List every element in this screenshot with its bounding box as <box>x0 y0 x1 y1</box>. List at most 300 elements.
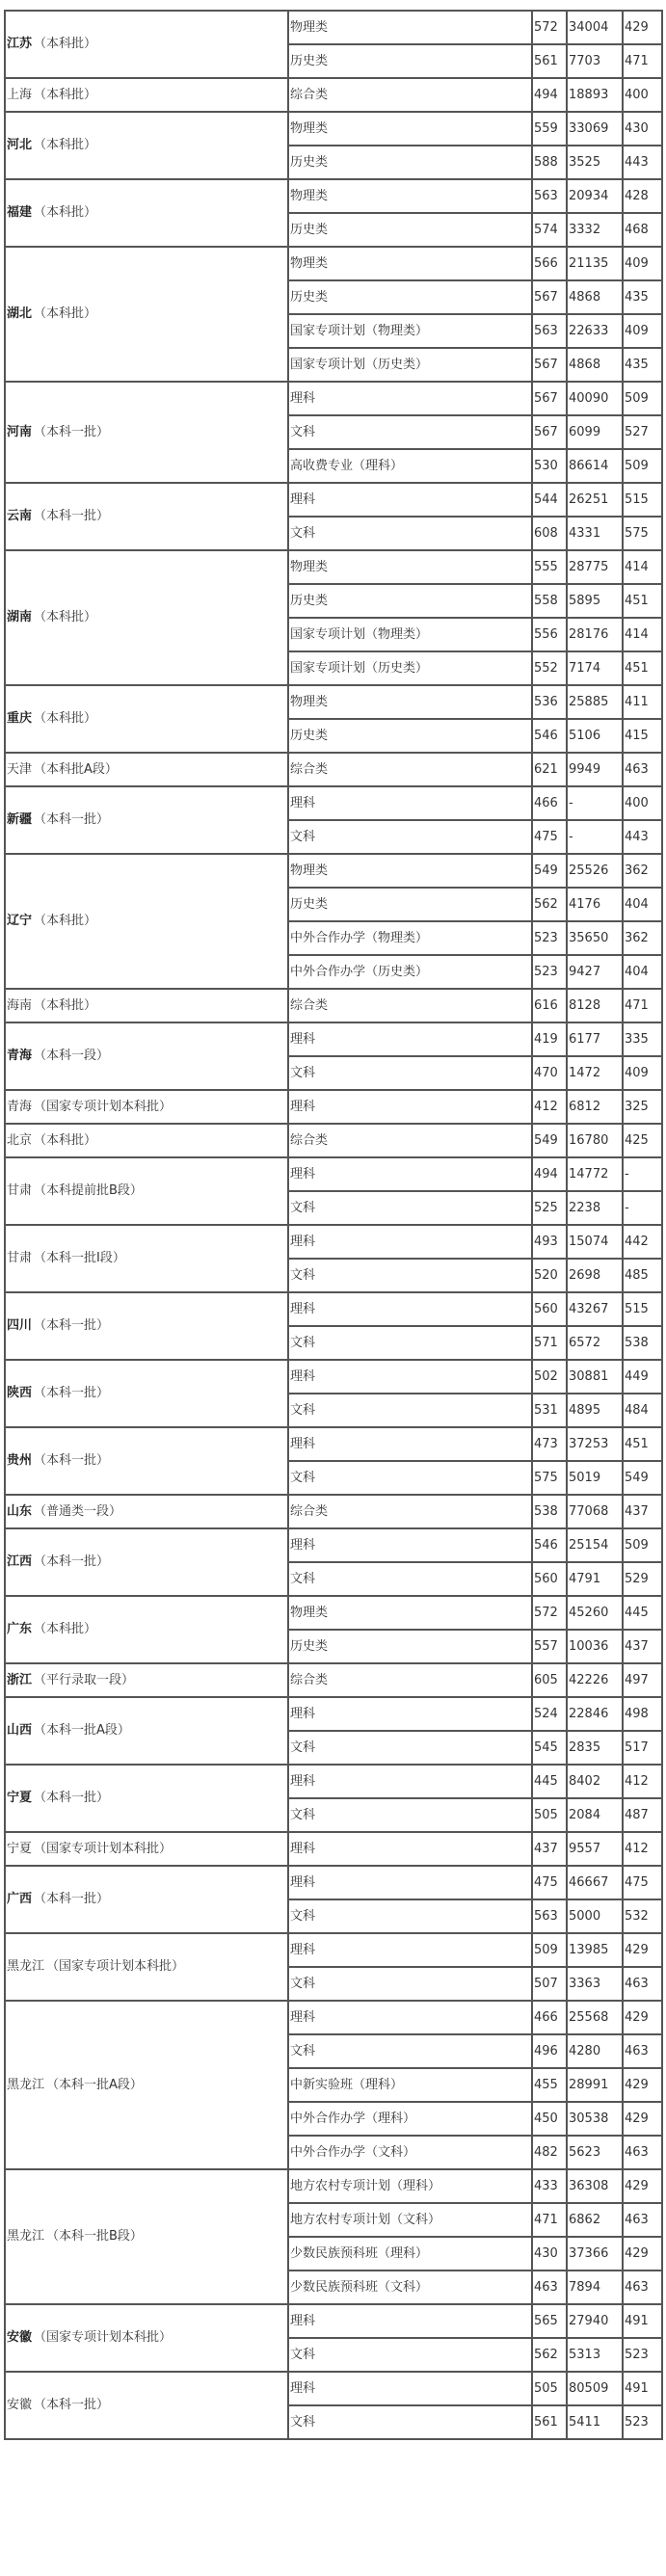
min-rank-cell: 2835 <box>567 1731 623 1765</box>
subject-type-cell: 历史类 <box>288 44 532 78</box>
admission-batch: （本科一批） <box>34 424 110 439</box>
batch-line-cell: 487 <box>623 1798 662 1832</box>
batch-line-cell: 429 <box>623 2169 662 2203</box>
min-rank-cell: 37366 <box>567 2237 623 2271</box>
min-score-cell: 523 <box>532 955 567 989</box>
batch-line-cell: 335 <box>623 1022 662 1056</box>
min-rank-cell: 6812 <box>567 1090 623 1124</box>
min-rank-cell: 6862 <box>567 2203 623 2237</box>
table-row <box>5 989 662 1022</box>
min-score-cell: 546 <box>532 719 567 753</box>
table-row <box>5 1697 662 1731</box>
batch-line-cell: 451 <box>623 1427 662 1461</box>
batch-line-cell: 484 <box>623 1394 662 1427</box>
min-score-cell: 608 <box>532 517 567 550</box>
subject-type-cell: 物理类 <box>288 11 532 44</box>
admission-batch: （本科一批） <box>34 509 110 523</box>
min-score-cell: 544 <box>532 483 567 517</box>
subject-type-cell: 高收费专业（理科） <box>288 449 532 483</box>
min-rank-cell: 20934 <box>567 179 623 213</box>
min-rank-cell: 3332 <box>567 213 623 247</box>
province-cell <box>5 1866 288 1933</box>
batch-line-cell: 445 <box>623 1596 662 1630</box>
subject-type-cell: 文科 <box>288 1191 532 1225</box>
batch-line-cell: 538 <box>623 1326 662 1360</box>
min-rank-cell: 9427 <box>567 955 623 989</box>
admission-batch: （本科批） <box>34 914 97 928</box>
province-name: 山东 <box>7 1503 33 1519</box>
table-row <box>5 483 662 517</box>
admission-batch: （本科一批A段） <box>46 2077 143 2092</box>
batch-line-cell: 451 <box>623 651 662 685</box>
min-score-cell: 560 <box>532 1562 567 1596</box>
min-rank-cell: 30538 <box>567 2102 623 2136</box>
province-name: 安徽 <box>7 2398 33 2412</box>
min-score-cell: 496 <box>532 2034 567 2068</box>
min-score-cell: 463 <box>532 2271 567 2304</box>
batch-line-cell: 412 <box>623 1832 662 1866</box>
table-row <box>5 854 662 888</box>
min-score-cell: 545 <box>532 1731 567 1765</box>
min-rank-cell: 30881 <box>567 1360 623 1394</box>
min-score-cell: 507 <box>532 1967 567 2001</box>
admission-score-table <box>4 10 663 2440</box>
min-score-cell: 560 <box>532 1292 567 1326</box>
min-score-cell: 524 <box>532 1697 567 1731</box>
province-name: 广东 <box>7 1622 33 1636</box>
min-rank-cell: 7703 <box>567 44 623 78</box>
batch-line-cell: 517 <box>623 1731 662 1765</box>
subject-type-cell: 物理类 <box>288 179 532 213</box>
min-score-cell: 563 <box>532 1899 567 1933</box>
min-score-cell: 546 <box>532 1528 567 1562</box>
province-cell <box>5 2169 288 2304</box>
table-row <box>5 1360 662 1394</box>
min-rank-cell: 22846 <box>567 1697 623 1731</box>
subject-type-cell: 文科 <box>288 2034 532 2068</box>
min-rank-cell: 7894 <box>567 2271 623 2304</box>
min-rank-cell: 18893 <box>567 78 623 112</box>
province-name: 广西 <box>7 1892 33 1906</box>
subject-type-cell: 物理类 <box>288 854 532 888</box>
province-cell <box>5 2001 288 2169</box>
min-score-cell: 571 <box>532 1326 567 1360</box>
province-name: 湖北 <box>7 306 33 321</box>
min-rank-cell: - <box>567 786 623 820</box>
subject-type-cell: 理科 <box>288 1022 532 1056</box>
min-rank-cell: 21135 <box>567 247 623 280</box>
subject-type-cell: 理科 <box>288 1933 532 1967</box>
subject-type-cell: 理科 <box>288 1157 532 1191</box>
province-name: 山西 <box>7 1723 33 1738</box>
batch-line-cell: 400 <box>623 786 662 820</box>
min-rank-cell: 40090 <box>567 382 623 415</box>
min-rank-cell: 13985 <box>567 1933 623 1967</box>
admission-batch: （本科提前批B段） <box>34 1183 143 1198</box>
subject-type-cell: 历史类 <box>288 280 532 314</box>
subject-type-cell: 理科 <box>288 1427 532 1461</box>
table-row <box>5 2372 662 2405</box>
batch-line-cell: 509 <box>623 1528 662 1562</box>
batch-line-cell: 463 <box>623 2203 662 2237</box>
min-score-cell: 419 <box>532 1022 567 1056</box>
province-cell <box>5 78 288 112</box>
province-cell <box>5 1427 288 1495</box>
admission-batch: （本科批A段） <box>34 761 118 777</box>
subject-type-cell: 中外合作办学（文科） <box>288 2136 532 2169</box>
min-rank-cell: 4280 <box>567 2034 623 2068</box>
batch-line-cell: 443 <box>623 146 662 179</box>
batch-line-cell: 325 <box>623 1090 662 1124</box>
batch-line-cell: 404 <box>623 888 662 921</box>
admission-batch: （平行录取一段） <box>34 1672 135 1687</box>
min-score-cell: 572 <box>532 11 567 44</box>
subject-type-cell: 综合类 <box>288 1495 532 1528</box>
table-row <box>5 550 662 584</box>
min-score-cell: 494 <box>532 1157 567 1191</box>
province-cell <box>5 1360 288 1427</box>
subject-type-cell: 理科 <box>288 1697 532 1731</box>
admission-batch: （本科一批B段） <box>46 2229 143 2244</box>
batch-line-cell: 429 <box>623 2102 662 2136</box>
province-cell <box>5 247 288 382</box>
table-row <box>5 1225 662 1259</box>
min-rank-cell: 9949 <box>567 753 623 786</box>
min-score-cell: 559 <box>532 112 567 146</box>
min-score-cell: 538 <box>532 1495 567 1528</box>
province-cell <box>5 1157 288 1225</box>
province-name: 河北 <box>7 138 33 152</box>
province-cell <box>5 786 288 854</box>
table-row <box>5 78 662 112</box>
batch-line-cell: 515 <box>623 483 662 517</box>
min-rank-cell: 4331 <box>567 517 623 550</box>
table-row <box>5 753 662 786</box>
min-score-cell: 558 <box>532 584 567 618</box>
min-score-cell: 433 <box>532 2169 567 2203</box>
min-rank-cell: 6177 <box>567 1022 623 1056</box>
admission-batch: （本科一批I段） <box>34 1251 125 1265</box>
min-rank-cell: 42226 <box>567 1663 623 1697</box>
subject-type-cell: 理科 <box>288 786 532 820</box>
table-row <box>5 1495 662 1528</box>
subject-type-cell: 历史类 <box>288 719 532 753</box>
admission-score-table-container <box>4 10 663 2440</box>
min-rank-cell: 9557 <box>567 1832 623 1866</box>
batch-line-cell: 491 <box>623 2304 662 2338</box>
province-cell <box>5 382 288 483</box>
batch-line-cell: 463 <box>623 1967 662 2001</box>
province-name: 黑龙江 <box>7 1959 45 1974</box>
min-rank-cell: 43267 <box>567 1292 623 1326</box>
admission-batch: （国家专项计划本科批） <box>34 1099 173 1114</box>
min-score-cell: 536 <box>532 685 567 719</box>
table-row <box>5 1765 662 1798</box>
province-name: 海南 <box>7 997 33 1013</box>
min-rank-cell: 77068 <box>567 1495 623 1528</box>
table-row <box>5 1157 662 1191</box>
subject-type-cell: 理科 <box>288 2372 532 2405</box>
subject-type-cell: 文科 <box>288 2338 532 2372</box>
min-rank-cell: 34004 <box>567 11 623 44</box>
table-row <box>5 1866 662 1899</box>
min-score-cell: 616 <box>532 989 567 1022</box>
batch-line-cell: 532 <box>623 1899 662 1933</box>
province-name: 上海 <box>7 87 33 102</box>
admission-batch: （本科一批） <box>34 1892 110 1906</box>
province-cell <box>5 989 288 1022</box>
province-name: 辽宁 <box>7 914 33 928</box>
subject-type-cell: 物理类 <box>288 685 532 719</box>
min-rank-cell: 5313 <box>567 2338 623 2372</box>
admission-batch: （本科一批） <box>34 2398 110 2412</box>
subject-type-cell: 综合类 <box>288 753 532 786</box>
min-rank-cell: 6572 <box>567 1326 623 1360</box>
batch-line-cell: 435 <box>623 280 662 314</box>
min-rank-cell: 33069 <box>567 112 623 146</box>
min-rank-cell: 10036 <box>567 1630 623 1663</box>
min-score-cell: 567 <box>532 382 567 415</box>
min-score-cell: 473 <box>532 1427 567 1461</box>
subject-type-cell: 理科 <box>288 1528 532 1562</box>
min-rank-cell: 4791 <box>567 1562 623 1596</box>
batch-line-cell: 523 <box>623 2405 662 2439</box>
min-score-cell: 505 <box>532 2372 567 2405</box>
province-name: 重庆 <box>7 711 33 726</box>
min-score-cell: 552 <box>532 651 567 685</box>
admission-batch: （本科批） <box>34 610 97 624</box>
min-score-cell: 470 <box>532 1056 567 1090</box>
admission-batch: （本科一批） <box>34 812 110 827</box>
min-rank-cell: 2238 <box>567 1191 623 1225</box>
province-name: 福建 <box>7 205 33 220</box>
table-row <box>5 1663 662 1697</box>
subject-type-cell: 国家专项计划（物理类） <box>288 314 532 348</box>
min-score-cell: 563 <box>532 314 567 348</box>
subject-type-cell: 文科 <box>288 415 532 449</box>
min-score-cell: 430 <box>532 2237 567 2271</box>
table-row <box>5 382 662 415</box>
subject-type-cell: 国家专项计划（历史类） <box>288 651 532 685</box>
table-row <box>5 685 662 719</box>
batch-line-cell: 362 <box>623 854 662 888</box>
province-cell <box>5 753 288 786</box>
min-score-cell: 455 <box>532 2068 567 2102</box>
subject-type-cell: 综合类 <box>288 1663 532 1697</box>
table-body <box>5 11 662 2439</box>
min-rank-cell: 5106 <box>567 719 623 753</box>
subject-type-cell: 理科 <box>288 483 532 517</box>
subject-type-cell: 文科 <box>288 2405 532 2439</box>
min-score-cell: 621 <box>532 753 567 786</box>
admission-batch: （本科一批A段） <box>34 1723 130 1738</box>
admission-batch: （普通类一段） <box>34 1503 122 1519</box>
province-cell <box>5 11 288 78</box>
admission-batch: （本科批） <box>34 1622 97 1636</box>
table-row <box>5 1292 662 1326</box>
subject-type-cell: 文科 <box>288 820 532 854</box>
min-rank-cell: 16780 <box>567 1124 623 1157</box>
batch-line-cell: 463 <box>623 753 662 786</box>
subject-type-cell: 国家专项计划（物理类） <box>288 618 532 651</box>
admission-batch: （本科批） <box>34 711 97 726</box>
batch-line-cell: 471 <box>623 44 662 78</box>
table-row <box>5 11 662 44</box>
province-name: 宁夏 <box>7 1791 33 1805</box>
subject-type-cell: 文科 <box>288 1259 532 1292</box>
min-rank-cell: 8402 <box>567 1765 623 1798</box>
province-cell <box>5 2372 288 2439</box>
batch-line-cell: 400 <box>623 78 662 112</box>
admission-batch: （本科批） <box>34 205 97 220</box>
min-score-cell: 588 <box>532 146 567 179</box>
min-score-cell: 505 <box>532 1798 567 1832</box>
subject-type-cell: 综合类 <box>288 78 532 112</box>
min-rank-cell: 2084 <box>567 1798 623 1832</box>
min-score-cell: 549 <box>532 1124 567 1157</box>
batch-line-cell: 475 <box>623 1866 662 1899</box>
min-score-cell: 475 <box>532 1866 567 1899</box>
batch-line-cell: 529 <box>623 1562 662 1596</box>
province-cell <box>5 1022 288 1090</box>
batch-line-cell: 449 <box>623 1360 662 1394</box>
province-name: 甘肃 <box>7 1183 33 1198</box>
min-rank-cell: 2698 <box>567 1259 623 1292</box>
min-rank-cell: 4895 <box>567 1394 623 1427</box>
subject-type-cell: 文科 <box>288 1967 532 2001</box>
subject-type-cell: 中外合作办学（理科） <box>288 2102 532 2136</box>
batch-line-cell: 463 <box>623 2034 662 2068</box>
min-score-cell: 493 <box>532 1225 567 1259</box>
batch-line-cell: 523 <box>623 2338 662 2372</box>
batch-line-cell: 485 <box>623 1259 662 1292</box>
min-score-cell: 567 <box>532 348 567 382</box>
subject-type-cell: 文科 <box>288 517 532 550</box>
min-rank-cell: 28176 <box>567 618 623 651</box>
admission-batch: （本科一批） <box>34 1554 110 1569</box>
batch-line-cell: 409 <box>623 247 662 280</box>
subject-type-cell: 地方农村专项计划（文科） <box>288 2203 532 2237</box>
province-name: 甘肃 <box>7 1251 33 1265</box>
batch-line-cell: - <box>623 1191 662 1225</box>
subject-type-cell: 理科 <box>288 382 532 415</box>
min-rank-cell: 1472 <box>567 1056 623 1090</box>
province-cell <box>5 179 288 247</box>
province-cell <box>5 483 288 550</box>
subject-type-cell: 历史类 <box>288 1630 532 1663</box>
min-rank-cell: 27940 <box>567 2304 623 2338</box>
batch-line-cell: 428 <box>623 179 662 213</box>
admission-batch: （国家专项计划本科批） <box>34 1841 173 1856</box>
province-cell <box>5 550 288 685</box>
subject-type-cell: 理科 <box>288 1090 532 1124</box>
admission-batch: （本科批） <box>34 306 97 321</box>
subject-type-cell: 理科 <box>288 2001 532 2034</box>
min-score-cell: 562 <box>532 888 567 921</box>
min-rank-cell: 35650 <box>567 921 623 955</box>
batch-line-cell: 509 <box>623 382 662 415</box>
admission-batch: （本科一批） <box>34 1791 110 1805</box>
province-name: 陕西 <box>7 1386 33 1400</box>
admission-batch: （国家专项计划本科批） <box>34 2330 173 2345</box>
batch-line-cell: 468 <box>623 213 662 247</box>
min-score-cell: 567 <box>532 415 567 449</box>
min-rank-cell: 5000 <box>567 1899 623 1933</box>
batch-line-cell: 430 <box>623 112 662 146</box>
admission-batch: （本科批） <box>34 997 97 1013</box>
province-cell <box>5 854 288 989</box>
table-row <box>5 247 662 280</box>
min-score-cell: 561 <box>532 2405 567 2439</box>
subject-type-cell: 物理类 <box>288 247 532 280</box>
province-cell <box>5 1832 288 1866</box>
admission-batch: （本科一段） <box>34 1049 110 1063</box>
subject-type-cell: 理科 <box>288 2304 532 2338</box>
table-row <box>5 1022 662 1056</box>
batch-line-cell: 515 <box>623 1292 662 1326</box>
min-score-cell: 523 <box>532 921 567 955</box>
batch-line-cell: 425 <box>623 1124 662 1157</box>
batch-line-cell: 471 <box>623 989 662 1022</box>
subject-type-cell: 少数民族预科班（文科） <box>288 2271 532 2304</box>
subject-type-cell: 综合类 <box>288 1124 532 1157</box>
subject-type-cell: 理科 <box>288 1866 532 1899</box>
min-rank-cell: 25154 <box>567 1528 623 1562</box>
province-name: 黑龙江 <box>7 2077 45 2092</box>
batch-line-cell: 527 <box>623 415 662 449</box>
subject-type-cell: 文科 <box>288 1056 532 1090</box>
min-score-cell: 445 <box>532 1765 567 1798</box>
table-row <box>5 2001 662 2034</box>
admission-batch: （本科一批） <box>34 1318 110 1333</box>
batch-line-cell: 463 <box>623 2136 662 2169</box>
province-name: 江苏 <box>7 37 33 51</box>
subject-type-cell: 地方农村专项计划（理科） <box>288 2169 532 2203</box>
batch-line-cell: 414 <box>623 550 662 584</box>
subject-type-cell: 历史类 <box>288 146 532 179</box>
province-cell <box>5 1933 288 2001</box>
subject-type-cell: 历史类 <box>288 213 532 247</box>
batch-line-cell: 575 <box>623 517 662 550</box>
batch-line-cell: 549 <box>623 1461 662 1495</box>
admission-batch: （本科批） <box>34 138 97 152</box>
province-name: 青海 <box>7 1099 33 1114</box>
province-cell <box>5 1765 288 1832</box>
batch-line-cell: 498 <box>623 1697 662 1731</box>
province-cell <box>5 1292 288 1360</box>
province-cell <box>5 1124 288 1157</box>
batch-line-cell: 429 <box>623 2068 662 2102</box>
admission-batch: （本科批） <box>34 37 97 51</box>
province-name: 安徽 <box>7 2330 33 2345</box>
min-rank-cell: 22633 <box>567 314 623 348</box>
min-score-cell: 575 <box>532 1461 567 1495</box>
batch-line-cell: 404 <box>623 955 662 989</box>
subject-type-cell: 物理类 <box>288 550 532 584</box>
table-row <box>5 179 662 213</box>
min-score-cell: 466 <box>532 786 567 820</box>
min-score-cell: 450 <box>532 2102 567 2136</box>
min-score-cell: 572 <box>532 1596 567 1630</box>
batch-line-cell: 497 <box>623 1663 662 1697</box>
min-score-cell: 412 <box>532 1090 567 1124</box>
min-rank-cell: 25568 <box>567 2001 623 2034</box>
min-rank-cell: 6099 <box>567 415 623 449</box>
batch-line-cell: 429 <box>623 1933 662 1967</box>
min-rank-cell: 36308 <box>567 2169 623 2203</box>
min-rank-cell: 7174 <box>567 651 623 685</box>
min-score-cell: 556 <box>532 618 567 651</box>
